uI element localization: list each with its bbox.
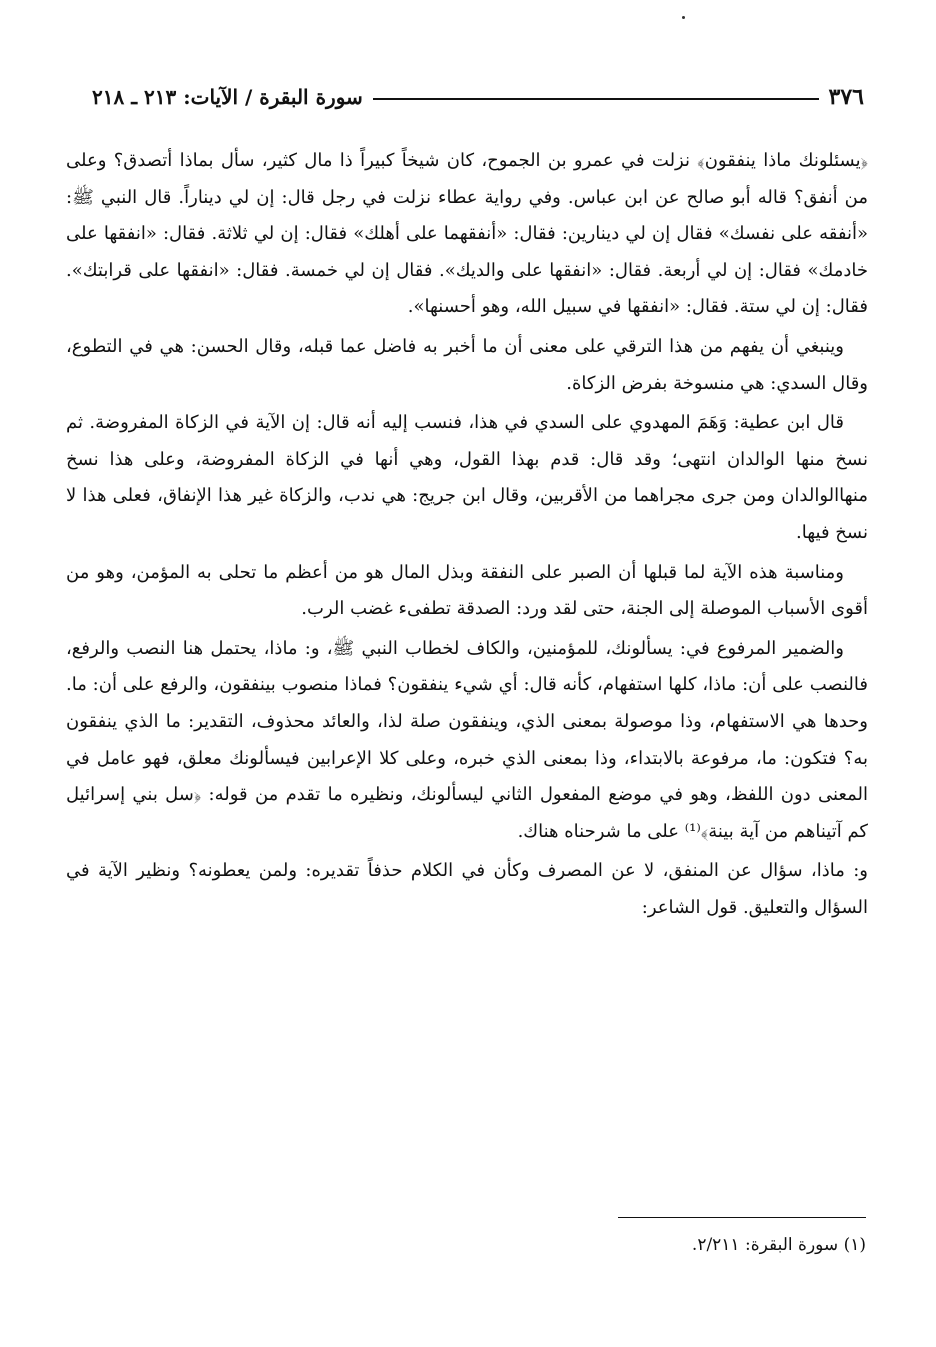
- paragraph-3: قال ابن عطية: وَهَمَ المهدوي على السدي في هذا، فنسب إليه أنه قال: إن الآية في الزكاة المفروضة. ثم نسخ منها الوالدان انتهى؛ وقد قال: قدم بهذا القول، وهي أنها في الزكاة المفروضة، وعلى هذا نسخ منهاالوالدان ومن جرى مجراهما من الأقربين، وقال ابن جريج: هي ندب، والزكاة غير هذا الإنفاق، فعلى هذا لا نسخ فيها.: [66, 412, 868, 543]
- footnote-rule: [618, 1217, 866, 1218]
- paragraph-4: ومناسبة هذه الآية لما قبلها أن الصبر على النفقة وبذل المال هو من أعظم ما تحلى به المؤمن، وهو من أقوى الأسباب الموصلة إلى الجنة، حتى لقد ورد: الصدقة تطفىء غضب الرب.: [66, 561, 868, 620]
- header-rule: [373, 98, 819, 100]
- body-text: [66, 143, 868, 929]
- page-header: [92, 82, 864, 112]
- stray-mark: [682, 16, 685, 19]
- paragraph-5: والضمير المرفوع في: يسألونك، للمؤمنين، والكاف لخطاب النبي ﷺ، و: ماذا، يحتمل هنا النصب والرفع، فالنصب على أن: ماذا، كلها استفهام، كأنه قال: أي شيء ينفقون؟ فماذا منصوب بينفقون، والرفع على أن: ما. وحدها هي الاستفهام، وذا موصولة بمعنى الذي، وينفقون صلة لذا، والعائد محذوف، التقدير: ما الذي ينفقون به؟ فتكون: ما، مرفوعة بالابتداء، وذا بمعنى الذي خبره، وعلى كلا الإعرابين فيسألونك معلق، فهو عامل في المعنى دون اللفظ، وهو في موضع المفعول الثاني ليسألونك، ونظيره ما تقدم من قوله: ﴿سل بني إسرائيل كم آتيناهم من آية بينة﴾⁽¹⁾ على ما شرحناه هناك.: [66, 637, 868, 842]
- paragraph-2: وينبغي أن يفهم من هذا الترقي على معنى أن ما أخبر به فاضل عما قبله، وقال الحسن: هي في التطوع، وقال السدي: هي منسوخة بفرض الزكاة.: [66, 335, 868, 394]
- paragraph-6: و: ماذا، سؤال عن المنفق، لا عن المصرف وكأن في الكلام حذفاً تقديره: ولمن يعطونه؟ ونظير الآية في السؤال والتعليق. قول الشاعر:: [66, 860, 868, 918]
- running-title: سورة البقرة / الآيات: ٢١٣ ـ ٢١٨: [92, 85, 363, 109]
- page-number: ٣٧٦: [828, 84, 864, 110]
- paragraph-1: ﴿يسئلونك ماذا ينفقون﴾ نزلت في عمرو بن الجموح، كان شيخاً كبيراً ذا مال كثير، سأل بماذا أتصدق؟ وعلى من أنفق؟ قاله أبو صالح عن ابن عباس. وفي رواية عطاء نزلت في رجل قال: إن لي ديناراً. قال النبي ﷺ: «أنفقه على نفسك» فقال إن لي دينارين: فقال: «أنفقهما على أهلك» فقال: إن لي ثلاثة. فقال: «انفقها على خادمك» فقال: إن لي أربعة. فقال: «انفقها على والديك». فقال إن لي خمسة. فقال: «انفقها على قرابتك». فقال: إن لي ستة. فقال: «انفقها في سبيل الله، وهو أحسنها».: [66, 150, 868, 318]
- footnote: (١) سورة البقرة: ٢/٢١١.: [691, 1235, 866, 1255]
